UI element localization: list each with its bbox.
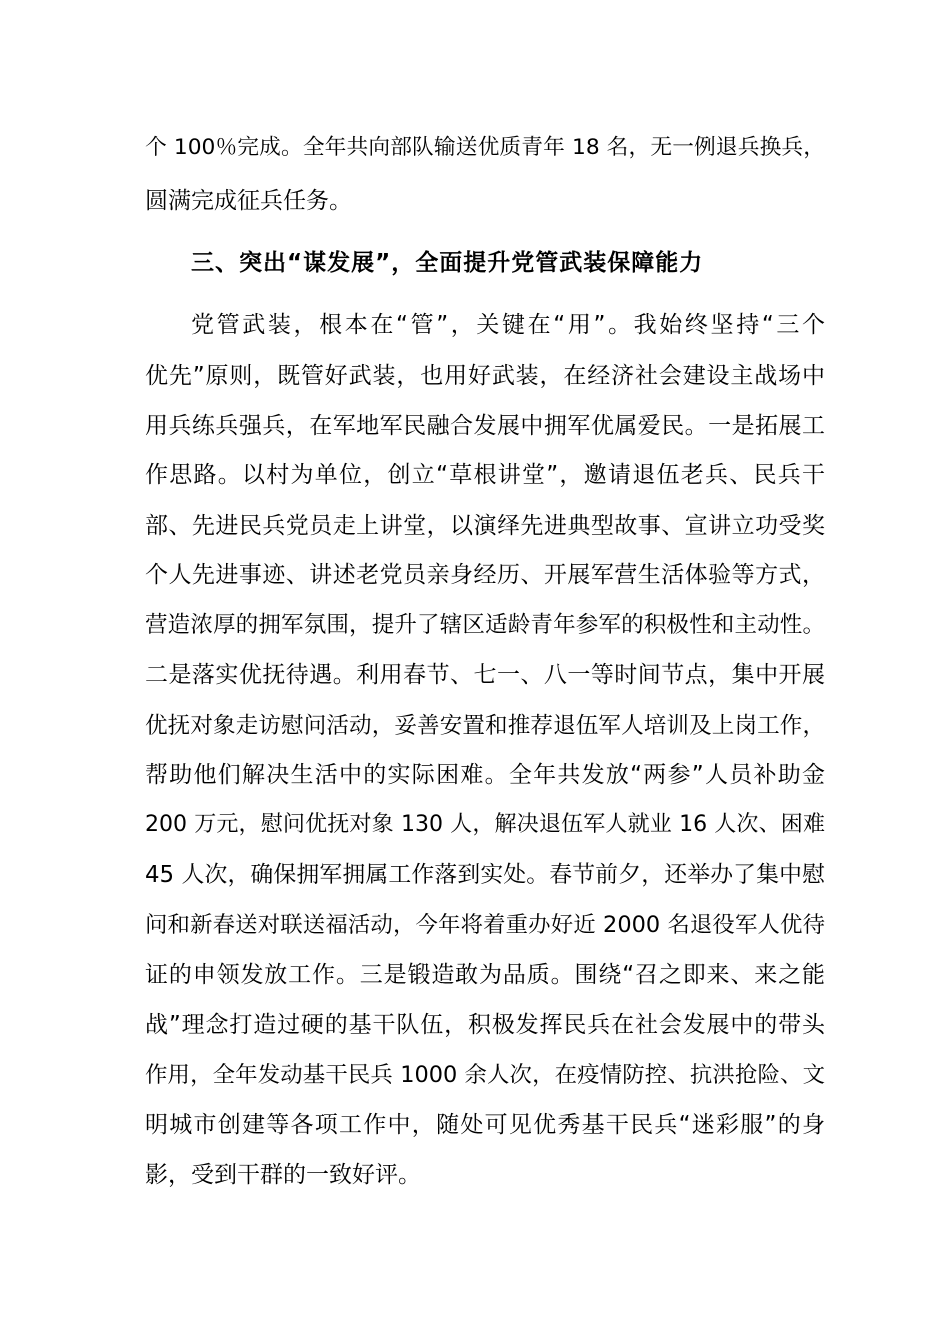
paragraph-2-line-18: 影，受到干群的一致好评。 [145, 1162, 421, 1188]
paragraph-2-line-8: 二是落实优抚待遇。利用春节、七一、八一等时间节点，集中开展 [145, 662, 825, 688]
paragraph-2-line-17: 明城市创建等各项工作中，随处可见优秀基干民兵“迷彩服”的身 [145, 1112, 825, 1138]
paragraph-2-line-5: 部、先进民兵党员走上讲堂，以演绎先进典型故事、宣讲立功受奖 [145, 513, 825, 539]
paragraph-2-line-1: 党管武装，根本在“管”，关键在“用”。我始终坚持“三个 [191, 312, 825, 338]
paragraph-1-line-1: 个 100％完成。全年共向部队输送优质青年 18 名，无一例退兵换兵， [145, 135, 825, 160]
paragraph-1-line-2: 圆满完成征兵任务。 [145, 188, 352, 214]
paragraph-2-line-14: 证的申领发放工作。三是锻造敢为品质。围绕“召之即来、来之能 [145, 962, 825, 988]
paragraph-2-line-15: 战”理念打造过硬的基干队伍，积极发挥民兵在社会发展中的带头 [145, 1012, 825, 1038]
paragraph-2-line-11: 200 万元，慰问优抚对象 130 人，解决退伍军人就业 16 人次、困难 [145, 812, 825, 837]
paragraph-2-line-12: 45 人次，确保拥军拥属工作落到实处。春节前夕，还举办了集中慰 [145, 862, 825, 888]
section-heading: 三、突出“谋发展”，全面提升党管武装保障能力 [191, 250, 704, 276]
paragraph-2-line-10: 帮助他们解决生活中的实际困难。全年共发放“两参”人员补助金 [145, 762, 825, 788]
paragraph-2-line-6: 个人先进事迹、讲述老党员亲身经历、开展军营生活体验等方式， [145, 562, 825, 588]
paragraph-2-line-9: 优抚对象走访慰问活动，妥善安置和推荐退伍军人培训及上岗工作， [145, 713, 825, 739]
paragraph-2-line-7: 营造浓厚的拥军氛围，提升了辖区适龄青年参军的积极性和主动性。 [145, 612, 825, 638]
paragraph-2-line-2: 优先”原则，既管好武装，也用好武装，在经济社会建设主战场中 [145, 363, 825, 389]
paragraph-2-line-13: 问和新春送对联送福活动，今年将着重办好近 2000 名退役军人优待 [145, 912, 825, 938]
paragraph-2-line-4: 作思路。以村为单位，创立“草根讲堂”，邀请退伍老兵、民兵干 [145, 462, 825, 488]
paragraph-2-line-16: 作用，全年发动基干民兵 1000 余人次，在疫情防控、抗洪抢险、文 [145, 1062, 825, 1088]
paragraph-2-line-3: 用兵练兵强兵，在军地军民融合发展中拥军优属爱民。一是拓展工 [145, 413, 825, 439]
